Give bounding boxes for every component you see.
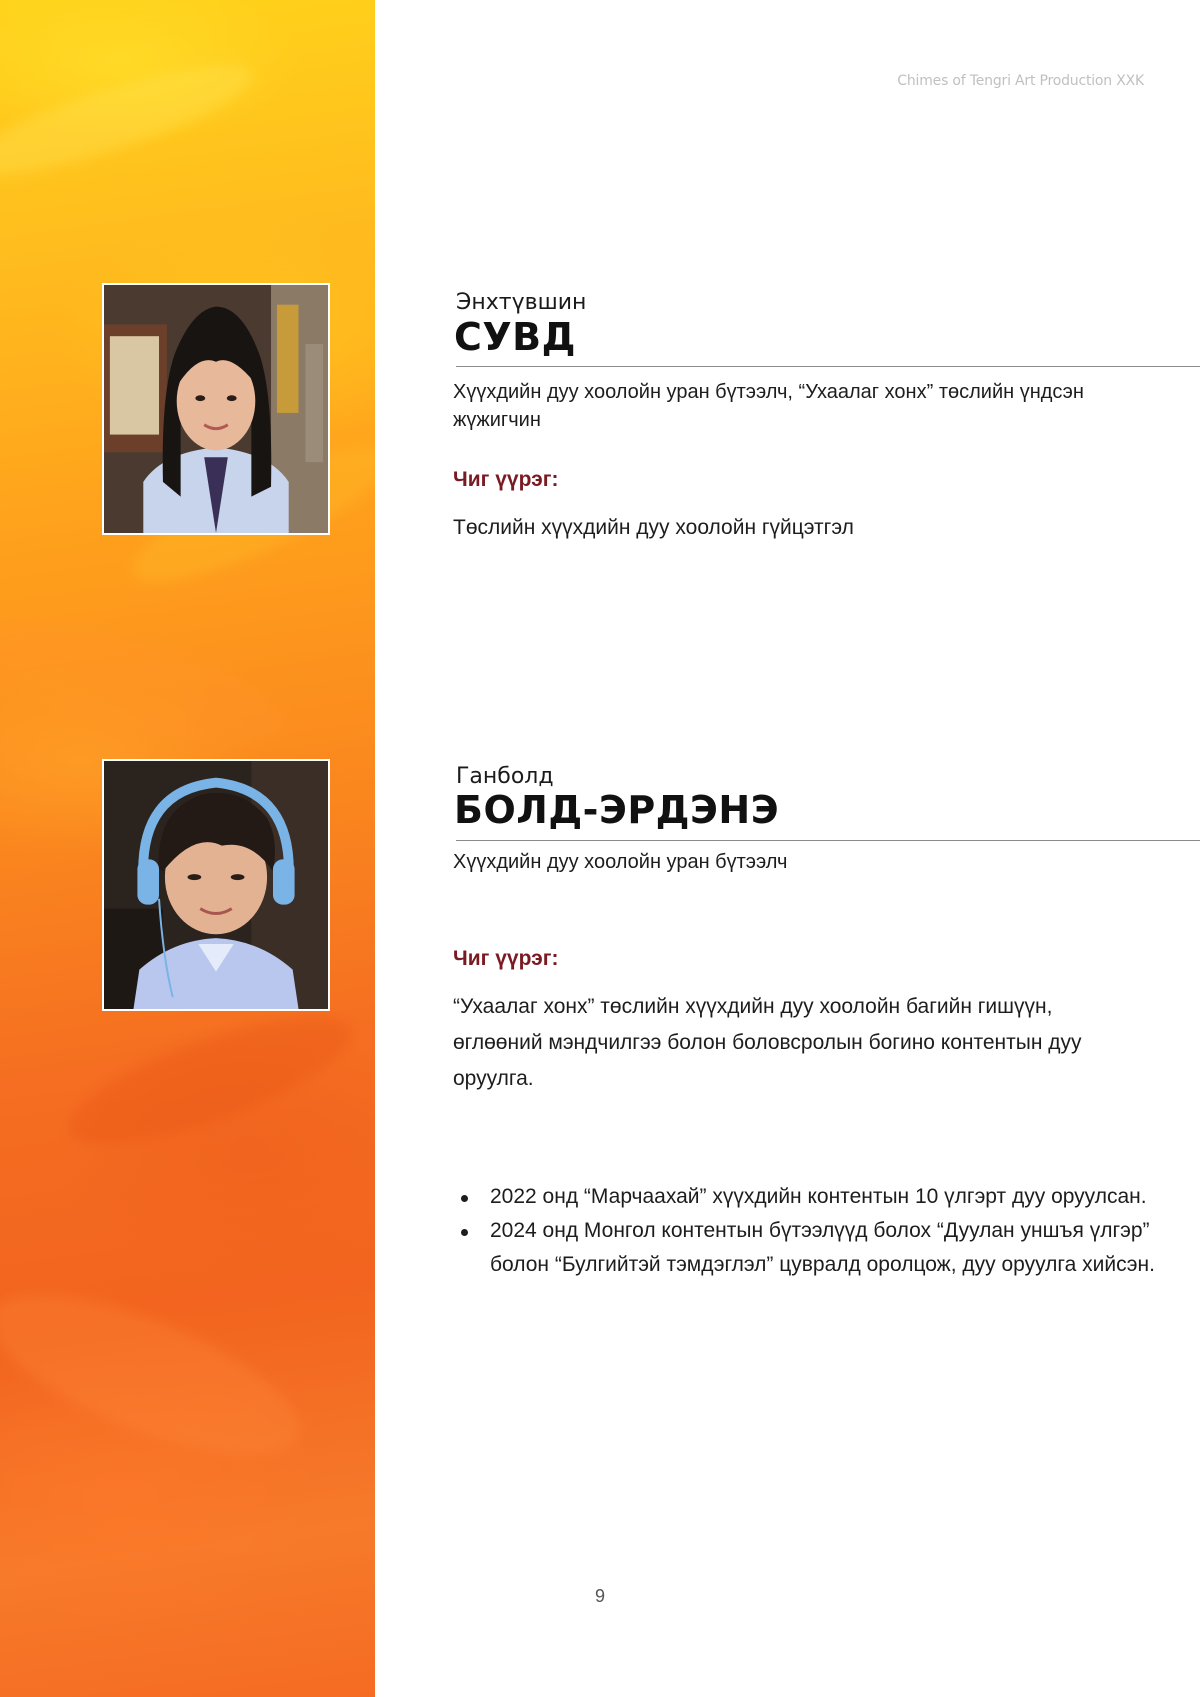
- list-item: 2024 онд Монгол контентын бүтээлүүд болох “Дуулан уншъя үлгэр” болон “Булгийтэй тэмдэглэл” цувралд оролцож, дуу оруулга хийсэн.: [490, 1214, 1170, 1282]
- member-surname: СУВД: [454, 315, 576, 359]
- member-first-name: Энхтүвшин: [456, 290, 587, 315]
- achievements-list: [453, 1180, 1170, 1282]
- name-divider: [456, 840, 1200, 841]
- member-photo-2: [102, 759, 330, 1011]
- page-number: 9: [594, 1586, 605, 1606]
- member-surname: БОЛД-ЭРДЭНЭ: [454, 788, 780, 832]
- header-credit: Chimes of Tengri Art Production XXK: [897, 73, 1144, 89]
- member-photo-1: [102, 283, 330, 535]
- portrait-boy-headphones-icon: [104, 761, 328, 1009]
- list-item: 2022 онд “Марчаахай” хүүхдийн контентын 10 үлгэрт дуу оруулсан.: [490, 1180, 1170, 1214]
- name-divider: [456, 366, 1200, 367]
- duty-label: Чиг үүрэг:: [453, 468, 559, 491]
- member-first-name: Ганболд: [456, 764, 554, 789]
- duty-text: “Ухаалаг хонх” төслийн хүүхдийн дуу хоолойн багийн гишүүн, өглөөний мэндчилгээ болон боловсролын богино контентын дуу оруулга.: [453, 995, 1082, 1090]
- duty-label: Чиг үүрэг:: [453, 947, 559, 970]
- member-description: Хүүхдийн дуу хоолойн уран бүтээлч: [453, 851, 788, 873]
- duty-text: Төслийн хүүхдийн дуу хоолойн гүйцэтгэл: [453, 516, 854, 539]
- member-description: Хүүхдийн дуу хоолойн уран бүтээлч, “Ухаалаг хонх” төслийн үндсэн жүжигчин: [453, 381, 1084, 431]
- portrait-girl-icon: [104, 285, 328, 533]
